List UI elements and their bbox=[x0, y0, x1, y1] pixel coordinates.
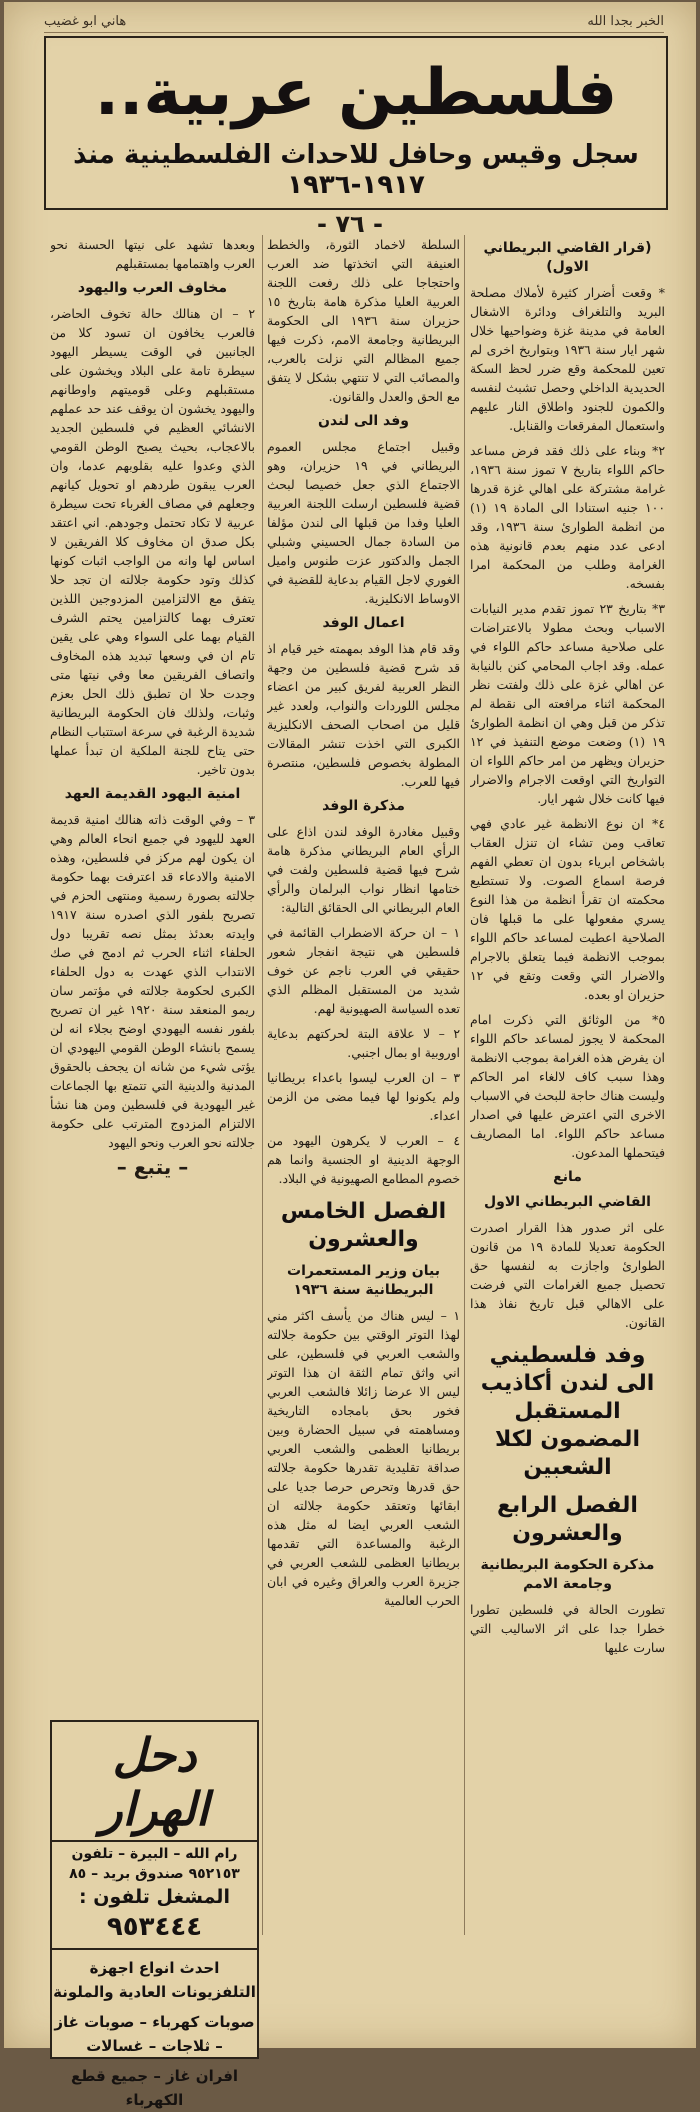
section-heading: وفد الى لندن bbox=[318, 413, 409, 429]
section-heading: بيان وزير المستعمرات البريطانية سنة ١٩٣٦ bbox=[287, 1263, 440, 1298]
column-left bbox=[50, 235, 255, 1715]
advertisement-box bbox=[50, 1720, 259, 2109]
paragraph: * وقعت أضرار كثيرة لأملاك مصلحة البريد والتلغراف ودائرة الاشغال العامة في مدينة غزة وضواحيها خلال شهر ايار سنة ١٩٣٦ وبتواريخ اخرى لم تعين للمحكمة وقع ضرر لحظ السكة الحديدية الداخلي وحصل تشبث لنفسه والكمون للجنود واطلاق النار عليهم واستعمال المفرقعات والقنابل. bbox=[470, 285, 665, 433]
top-strip-left: هاني ابو غضيب bbox=[44, 13, 127, 29]
paragraph: ٤ – العرب لا يكرهون اليهود من الوجهة الدينية او الجنسية وانما هم خصوم المطامع الصهيونية في البلاد. bbox=[267, 1133, 460, 1186]
episode-number: - ٧٦ - bbox=[317, 210, 383, 238]
section-heading: امنية اليهود القديمة العهد bbox=[64, 786, 241, 802]
paragraph: ١ – ليس هناك من يأسف اكثر مني لهذا التوتر الوقتي بين حكومة جلالته والشعب العربي في فلسطين، على اني واثق تمام الثقة ان هذا التوتر ليس الا عرضا زائلا فالشعب العربي فخور بحق بامجاده التاريخية ومساهمته في سبيل الحضارة وبين بريطانيا العظمى والشعب العربي صداقة تقليدية تقدرها حكومة جلالته حق قدرها وتحرص حرصا جديا على ابقائها وتعتقد حكومة جلالته ان الشعب العربي ايضا له مثل هذه الرغبة والمساعدة التي تقدمها بريطانيا العظمى للشعب العربي في جزيرة العرب والعراق وغيره في ابان الحرب العالمية bbox=[267, 1308, 460, 1608]
section-heading: اعمال الوفد bbox=[322, 615, 405, 631]
section-heading: مانع bbox=[553, 1169, 582, 1185]
product-list: احدث انواع اجهزة التلفزيونات العادية والملونة bbox=[53, 1959, 256, 2001]
shop-address: رام الله – البيرة – تلفون bbox=[71, 1846, 238, 1862]
paragraph: السلطة لاخماد الثورة، والخطط العنيفة التي اتخذتها ضد العرب واحتجاجا على ذلك رفعت اللجنة العربية العليا مذكرة هامة بتاريخ ١٥ حزيران سنة ١٩٣٦ الى الحكومة البريطانية وجامعة الامم، ذكرت فيها جميع المظالم التي نزلت بالعرب، والمصائب التي لا تنتهي بشكل لا يتفق مع الحق والعدل والقانون. bbox=[267, 237, 460, 404]
paragraph: ٣ – وفي الوقت ذاته هنالك امنية قديمة العهد لليهود في جميع انحاء العالم وهي ان يكون لهم مركز في فلسطين، وهذه الامنية والادعاء قد اعترفت بهما حكومة جلالته بصورة رسمية ومنتهى الحزم في تصريح بلفور الذي اصدره سنة ١٩١٧ وايدته بعدئذ بمثل نصه تقريبا دول الحلفاء اثناء الحرب ثم ادمج في صك الانتداب الذي عهدت به دول الحلفاء الكبرى لحكومة جلالته في مؤتمر سان ريمو المنعقد سنة ١٩٢٠ غير ان تصريح بلفور نفسه اليهودي اوضح بجلاء انه لن يسمح بانشاء الوطن القومي اليهودي ان يؤتى شيء من شانه ان يجحف بالحقوق المدنية والدينية التي تتمتع بها الجماعات غير اليهودية في فلسطين ومن هنا نشأ الالتزام المزدوج المترتب على حكومة جلالته نحو العرب ونحو اليهود bbox=[50, 812, 255, 1150]
paragraph: على اثر صدور هذا القرار اصدرت الحكومة تعديلا للمادة ١٩ من قانون الطوارئ واجازت به لنفسها حق تحصيل جميع الغرامات التي فرضت على الاهالي قبل تاريخ نفاذ هذا القانون. bbox=[470, 1220, 665, 1330]
section-heading: (قرار القاضي البريطاني الاول) bbox=[483, 240, 652, 275]
paragraph: تطورت الحالة في فلسطين تطورا خطرا جدا على اثر الاساليب التي سارت عليها bbox=[470, 1602, 665, 1655]
section-heading: مذكرة الوفد bbox=[322, 798, 405, 814]
paragraph: وقد قام هذا الوفد بمهمته خير قيام اذ قد شرح قضية فلسطين من وجهة النظر العربية لفريق كبير من اعضاء مجلس اللوردات والنواب، ولعدد غير قليل من اصحاب الصحف الانكليزية الكبرى التي اخذت تنشر المقالات المطولة بخصوص فلسطين، منتصرة فيها للعرب. bbox=[267, 641, 460, 789]
product-list: افران غاز – جميع قطع الكهرباء bbox=[70, 2067, 239, 2109]
chapter-heading: الفصل الخامس والعشرون bbox=[280, 1199, 447, 1252]
paragraph: وقبيل مغادرة الوفد لندن اذاع على الرأي العام البريطاني مذكرة هامة شرح فيها قضية فلسطين ولفت في ختامها انظار نواب البرلمان والرأي العام البريطاني الى الحقائق التالية: bbox=[267, 824, 460, 915]
paragraph: وقبيل اجتماع مجلس العموم البريطاني في ١٩ حزيران، وهو الاجتماع الذي جعل خصيصا لبحث قضية فلسطين ارسلت اللجنة العربية العليا وفدا من قبلها الى لندن مؤلفا من السادة جمال الحسيني وشبلي الجمل والدكتور عزت طنوس واميل الغوري لاجل القيام بدعاية للقضية في الاوساط الانكليزية. bbox=[267, 439, 460, 606]
column-rule bbox=[262, 235, 263, 1935]
article-subtitle: سجل وقيس وحافل للاحداث الفلسطينية منذ ١٩١٧-١٩٣٦ bbox=[73, 140, 639, 200]
workshop-phone: ٩٥٣٤٤٤ bbox=[52, 1912, 257, 1950]
workshop-phone-label: المشغل تلفون : bbox=[79, 1886, 230, 1908]
column-rule bbox=[464, 235, 465, 1935]
paragraph: ١ – ان حركة الاضطراب القائمة في فلسطين هي نتيجة انفجار شعور حقيقي في العرب ناجم عن خوف شديد من المستقبل المظلم الذي تعده السياسة الصهيونية لهم. bbox=[267, 925, 460, 1016]
paragraph: ٢ – لا علاقة البتة لحركتهم بدعاية اوروبية او بمال اجنبي. bbox=[267, 1026, 460, 1060]
paragraph: ٤* ان نوع الانظمة غير عادي فهي تعاقب ومن تشاء ان تنزل العقاب باشخاص ابرياء بدون ان تعطي الفهم فرصة اسماع الصوت. ولا تستطيع محكمته ان تقرأ انظمة من هذا النوع يسري مفعولها على ما قبلها فان الصلاحية اعطيت لمساعد حاكم اللواء بموجب الانظمة فيما يتعلق بالاجرام والاضرار التي وقعت وتقع في ١٢ حزيران او بعده. bbox=[470, 816, 665, 1002]
section-heading: القاضي البريطاني الاول bbox=[484, 1194, 651, 1210]
paragraph: ٢* وبناء على ذلك فقد فرض مساعد حاكم اللواء بتاريخ ٧ تموز سنة ١٩٣٦، غرامة مشتركة على اهالي غزة قدرها ١٠٠ جنيه استنادا الى المادة ١٩ (١) من انظمة الطوارئ سنة ١٩٣٦، وقد ادعى عدد منهم بعدم قانونية هذه الغرامة وطلب من المحكمة امرا بفسخه. bbox=[470, 443, 665, 591]
top-strip bbox=[44, 10, 664, 33]
top-strip-right: الخبر بجدا الله bbox=[587, 13, 664, 29]
paragraph: ٣* بتاريخ ٢٣ تموز تقدم مدير النيابات الاسباب وبحث مطولا بالاعتراضات على صلاحية مساعد حاكم اللواء في عمله. وقد اجاب المحامي كنن بالنيابة عن اهالي غزة على ذلك ولفتت نظر المحكمة اثناء مرافعته الى نقطة لم تذكر من قبل وهي ان انظمة الطوارئ ١٩ (١) وضعت موضع التنفيذ في ١٢ حزيران ويظهر من امر حاكم اللواء ان التواريخ التي اوقعت الاجرام والاضرار فيها كانت خلال شهر ايار. bbox=[470, 601, 665, 806]
article-title: فلسطين عربية.. bbox=[94, 56, 618, 130]
adjacent-column-strip bbox=[668, 32, 694, 1632]
paragraph: ٢ – ان هنالك حالة تخوف الحاضر، فالعرب يخافون ان تسود كلا من الجانبين في الوقت يسيطر اليهود سيطرة تامة على البلاد ويخشون على مستقبلهم وعلى قوميتهم واوطانهم واليهود يخشون ان يوقف عند حد عملهم الانشائي العظيم في فلسطين الجديد بالاعجاب، بحيث يصبح الوطن القومي الذي وعدوا عليه بقلوبهم عدما، وان العرب يبقون طردهم او تحويل كيانهم وجعلهم في مصاف الغرباء تحت سيطرة عربية لا تكاد تحتمل وجودهم. اني اعتقد بكل صدق ان مخاوف كلا الفريقين لا اساس لها وانه من الواجب اثبات كونها كذلك وتود حكومة جلالته ان تجد حلا يتفق مع الالتزامين المزدوجين اللذين تعترف بهما كالتزامين يحتم الشرف القيام بهما على السواء وهي على يقين تام ان في وسعها تبديد هذه المخاوف واتصاف الفريقين معا وفي نيتها متى وجدت حلا ان تطبق ذلك الحل بعزم وثبات، ولذلك فان الحكومة البريطانية شديدة الرغبة في سرعة استتباب النظام حتى يتاح للجنة الملكية ان تبدأ عملها بدون تاخير. bbox=[50, 306, 255, 777]
chapter-heading: وفد فلسطيني الى لندن أكاذيب المستقبل المضمون لكلا الشعبين bbox=[480, 1343, 655, 1480]
product-list: صوبات كهرباء – صوبات غاز – ثلاجات – غسالات bbox=[54, 2013, 255, 2055]
shop-pobox: ٩٥٢١٥٣ صندوق بريد – ٨٥ bbox=[69, 1866, 240, 1882]
masthead-box bbox=[44, 36, 668, 210]
column-right bbox=[470, 235, 665, 1935]
to-be-continued: – يتبع – bbox=[116, 1155, 189, 1179]
section-heading: مخاوف العرب واليهود bbox=[77, 280, 228, 296]
section-heading: مذكرة الحكومة البريطانية وجامعة الامم bbox=[480, 1557, 655, 1592]
shop-logo: دحل الهرار bbox=[52, 1728, 257, 1842]
column-middle bbox=[267, 235, 460, 1935]
paragraph: ٥* من الوثائق التي ذكرت امام المحكمة لا يجوز لمساعد حاكم اللواء ان يفرض هذه الغرامة بموجب الانظمة وهذا سبب كاف لالغاء امر الحاكم وليست هناك حاجة للبحث في الاسباب الاخرى التي اعترض عليها في اصدار مساعد حاكم اللواء. اما المصاريف فيتحملها المدعون. bbox=[470, 1012, 665, 1160]
chapter-heading: الفصل الرابع والعشرون bbox=[497, 1493, 638, 1546]
paragraph: وبعدها تشهد على نيتها الحسنة نحو العرب واهتمامها بمستقبلهم bbox=[50, 237, 255, 271]
paragraph: ٣ – ان العرب ليسوا باعداء بريطانيا ولم يكونوا لها فيما مضى من الزمن اعداء. bbox=[267, 1070, 460, 1123]
